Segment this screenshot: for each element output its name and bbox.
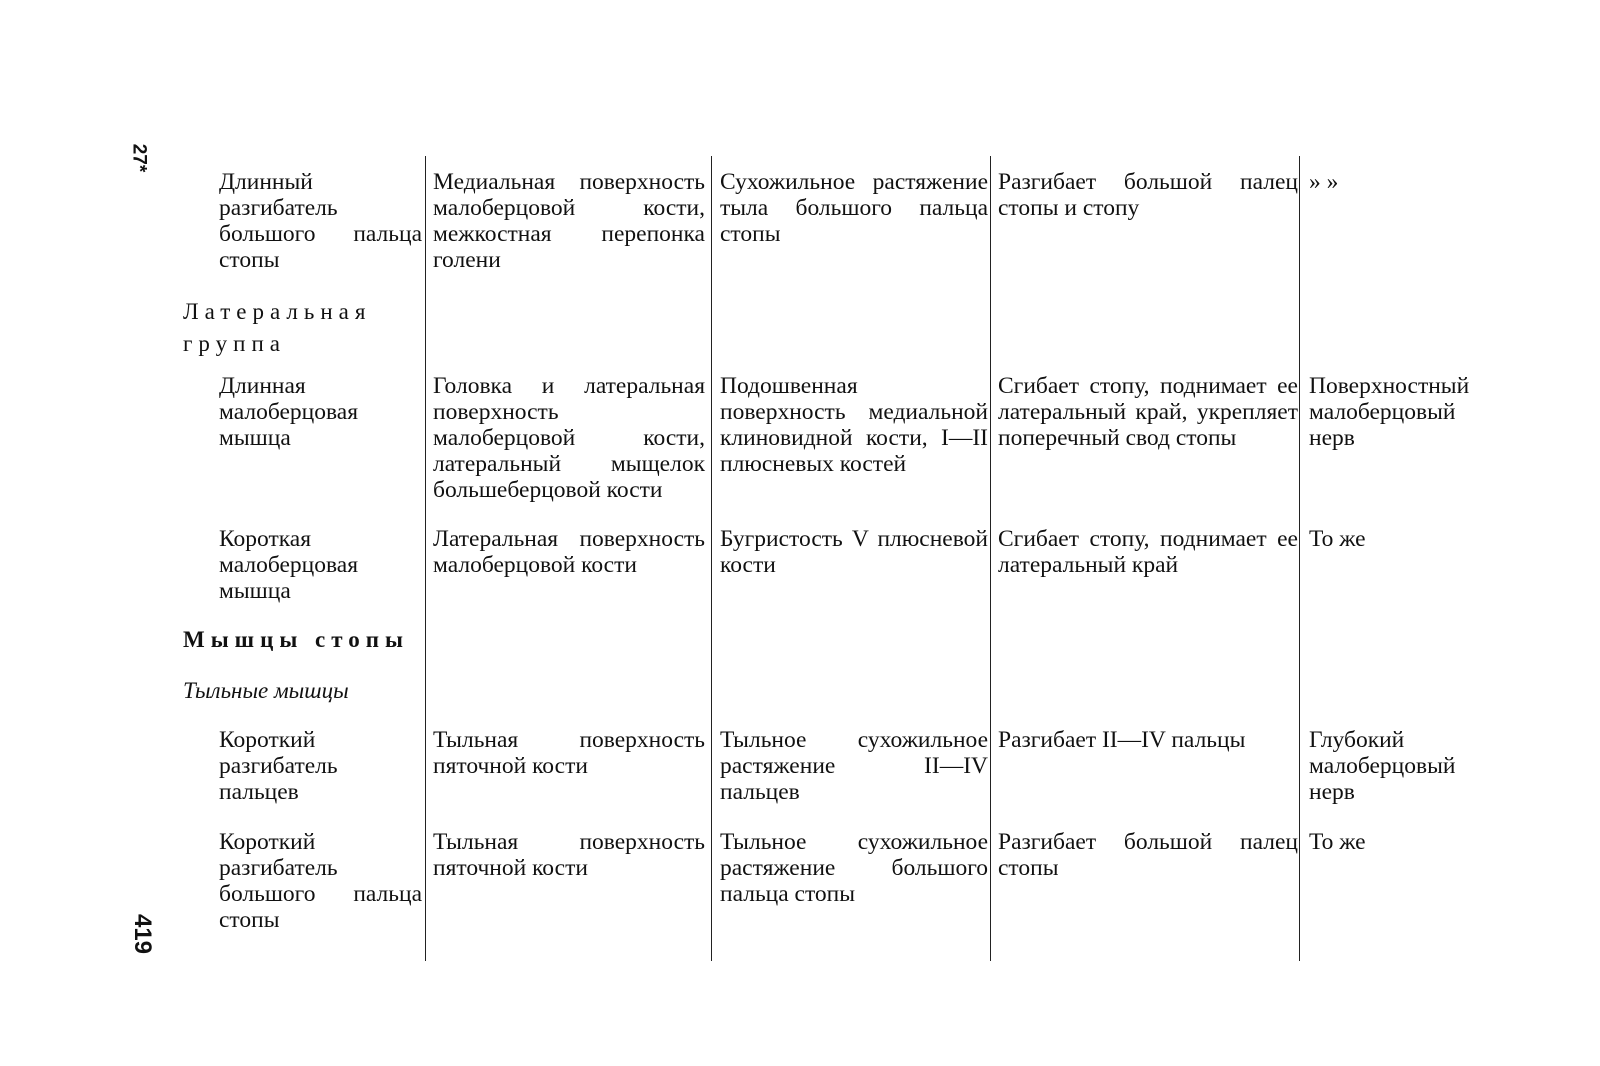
muscle-insertion: Тыльное сухожильное растяжение II—IV пальцев <box>720 727 988 805</box>
column-divider <box>711 156 712 961</box>
muscle-function: Разгибает большой палец стопы и стопу <box>998 169 1298 221</box>
section-heading-foot-muscles: Мышцы стопы <box>183 627 409 652</box>
muscle-origin: Медиальная поверхность малоберцовой кости, межкостная перепонка голени <box>433 169 705 273</box>
muscle-name: Длинный разгибатель большого пальца стопы <box>219 169 422 273</box>
muscle-insertion: Сухожильное растяжение тыла большого пальца стопы <box>720 169 988 247</box>
section-heading-lateral-group: Латеральная группа <box>183 299 372 356</box>
muscle-name: Короткий разгибатель пальцев <box>219 727 338 805</box>
muscle-innervation: Глубокий малоберцовый нерв <box>1309 727 1456 805</box>
muscle-innervation: То же <box>1309 526 1366 552</box>
muscle-insertion: Бугристость V плюсневой кости <box>720 526 988 578</box>
column-divider <box>1299 156 1300 961</box>
muscle-insertion: Подошвенная поверхность медиальной клиновидной кости, I—II плюсневых костей <box>720 373 988 477</box>
muscle-name: Короткая малоберцовая мышца <box>219 526 359 604</box>
muscle-origin: Головка и латеральная поверхность малоберцовой кости, латеральный мыщелок большеберцовой кости <box>433 373 705 503</box>
muscle-name: Короткий разгибатель большого пальца стопы <box>219 829 422 933</box>
muscle-function: Разгибает II—IV пальцы <box>998 727 1246 753</box>
muscle-function: Сгибает стопу, поднимает ее латеральный край, укрепляет поперечный свод стопы <box>998 373 1298 451</box>
muscle-origin: Латеральная поверхность малоберцовой кости <box>433 526 705 578</box>
column-divider <box>990 156 991 961</box>
muscle-function: Сгибает стопу, поднимает ее латеральный край <box>998 526 1298 578</box>
muscle-origin: Тыльная поверхность пяточной кости <box>433 829 705 881</box>
muscle-origin: Тыльная поверхность пяточной кости <box>433 727 705 779</box>
signature-mark: 27* <box>128 143 150 173</box>
column-divider <box>425 156 426 961</box>
muscle-name: Длинная малоберцовая мышца <box>219 373 359 451</box>
muscle-innervation: То же <box>1309 829 1366 855</box>
page-number: 419 <box>129 913 157 955</box>
section-heading-dorsal-muscles: Тыльные мышцы <box>183 678 349 703</box>
muscle-innervation: Поверхностный малоберцовый нерв <box>1309 373 1470 451</box>
muscle-insertion: Тыльное сухожильное растяжение большого пальца стопы <box>720 829 988 907</box>
muscle-innervation: » » <box>1309 169 1339 195</box>
muscle-function: Разгибает большой палец стопы <box>998 829 1298 881</box>
